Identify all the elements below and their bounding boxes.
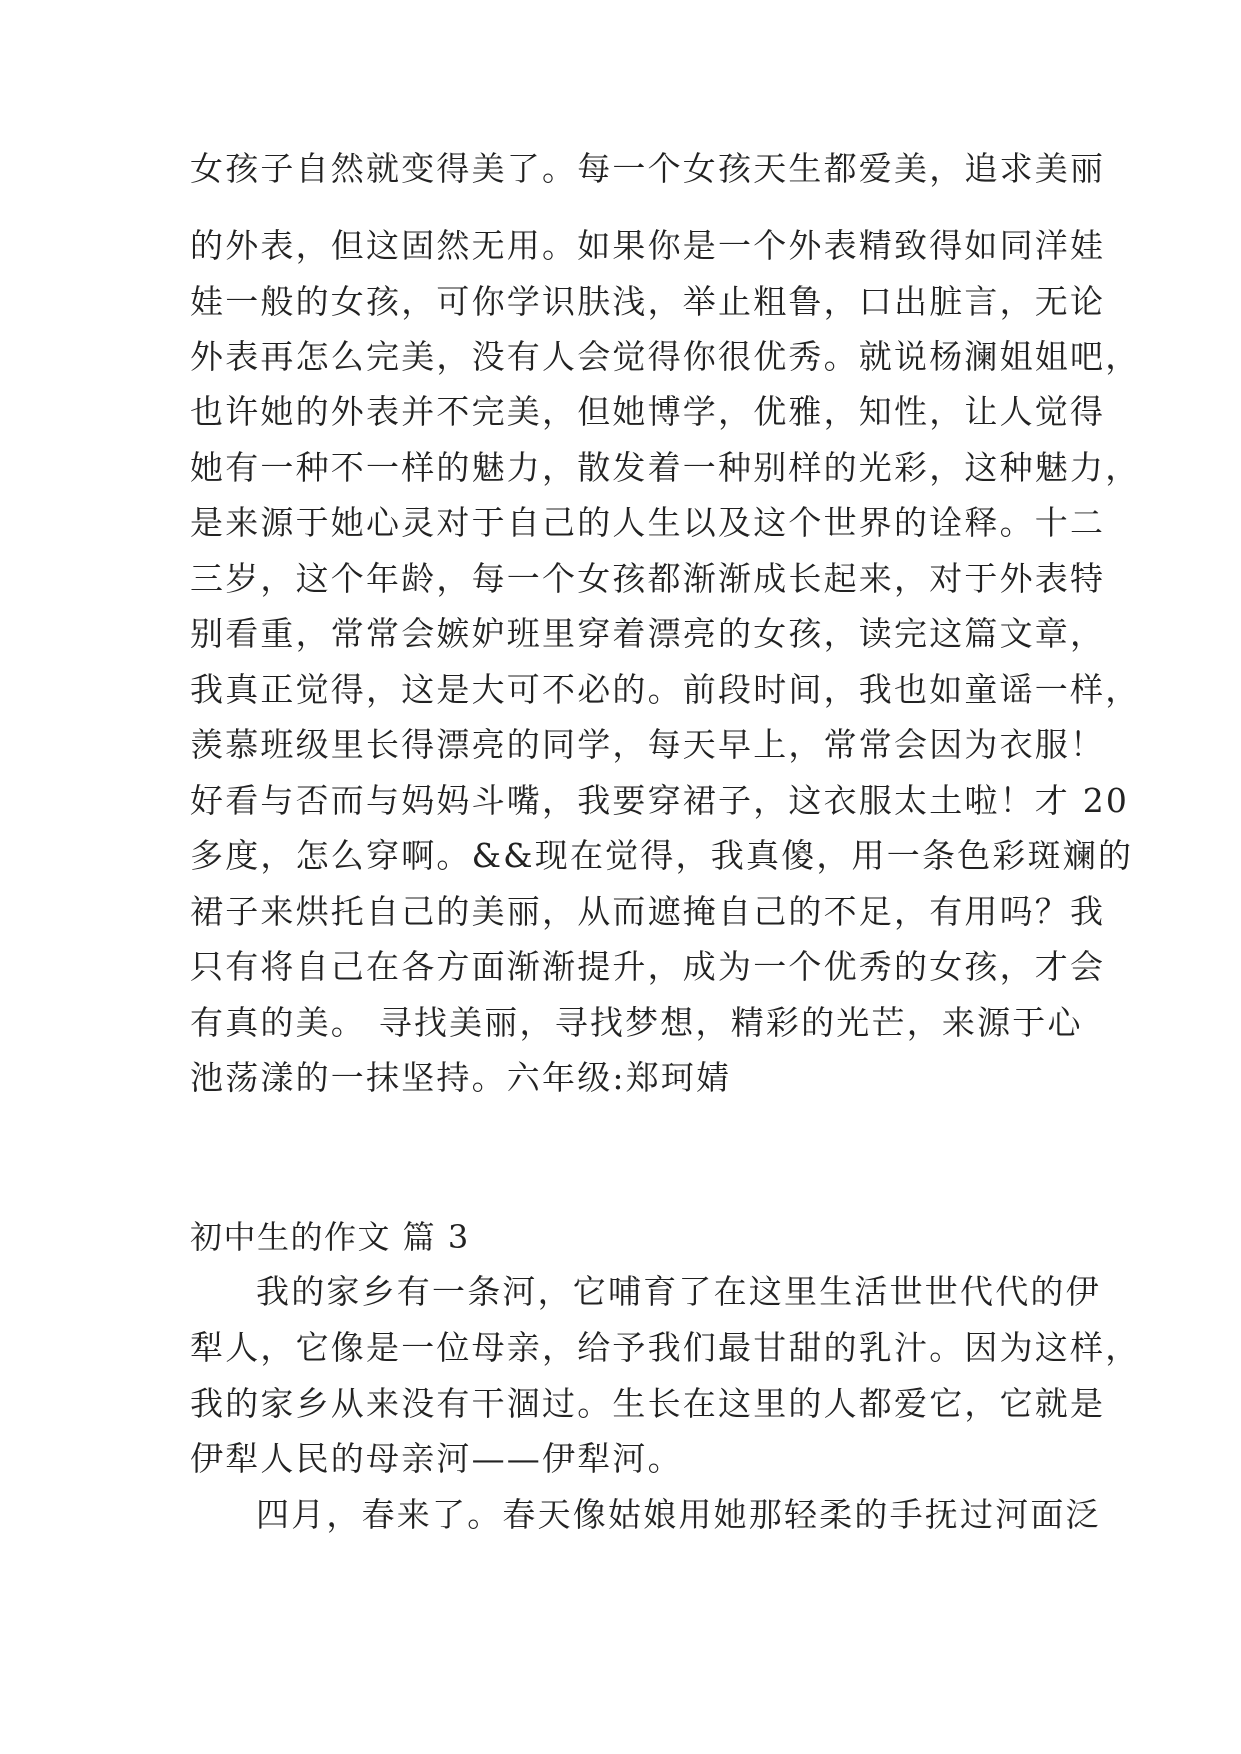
text-line: 也许她的外表并不完美，但她博学，优雅，知性，让人觉得 [190, 392, 1106, 431]
text-line: 别看重，常常会嫉妒班里穿着漂亮的女孩，读完这篇文章， [190, 614, 1106, 653]
text-line: 我的家乡从来没有干涸过。生长在这里的人都爱它，它就是 [190, 1384, 1106, 1423]
text-line: 她有一种不一样的魅力，散发着一种别样的光彩，这种魅力， [190, 448, 1141, 487]
text-line: 池荡漾的一抹坚持。六年级:郑珂婧 [190, 1058, 732, 1097]
text-line: 只有将自己在各方面渐渐提升，成为一个优秀的女孩，才会 [190, 947, 1106, 986]
text-line: 裙子来烘托自己的美丽，从而遮掩自己的不足，有用吗？我 [190, 892, 1106, 931]
text-line: 羡慕班级里长得漂亮的同学，每天早上，常常会因为衣服！ [190, 725, 1106, 764]
text-line: 的外表，但这固然无用。如果你是一个外表精致得如同洋娃 [190, 226, 1106, 265]
text-line: 女孩子自然就变得美了。每一个女孩天生都爱美，追求美丽 [190, 149, 1106, 188]
text-line: 我的家乡有一条河，它哺育了在这里生活世世代代的伊 [256, 1272, 1101, 1311]
text-line: 我真正觉得，这是大可不必的。前段时间，我也如童谣一样， [190, 670, 1141, 709]
text-line: 四月，春来了。春天像姑娘用她那轻柔的手抚过河面泛 [256, 1495, 1101, 1534]
text-line: 伊犁人民的母亲河——伊犁河。 [190, 1439, 683, 1478]
text-line: 好看与否而与妈妈斗嘴，我要穿裙子，这衣服太土啦！才 20 [190, 781, 1130, 820]
text-line: 多度，怎么穿啊。&&现在觉得，我真傻，用一条色彩斑斓的 [190, 836, 1134, 875]
text-line: 犁人，它像是一位母亲，给予我们最甘甜的乳汁。因为这样， [190, 1328, 1141, 1367]
text-line: 有真的美。 寻找美丽，寻找梦想，精彩的光芒，来源于心 [190, 1003, 1083, 1042]
text-line: 娃一般的女孩，可你学识肤浅，举止粗鲁，口出脏言，无论 [190, 282, 1106, 321]
text-line: 是来源于她心灵对于自己的人生以及这个世界的诠释。十二 [190, 503, 1106, 542]
section-heading: 初中生的作文 篇 3 [190, 1218, 470, 1256]
text-line: 外表再怎么完美，没有人会觉得你很优秀。就说杨澜姐姐吧， [190, 337, 1141, 376]
text-line: 三岁，这个年龄，每一个女孩都渐渐成长起来，对于外表特 [190, 559, 1106, 598]
